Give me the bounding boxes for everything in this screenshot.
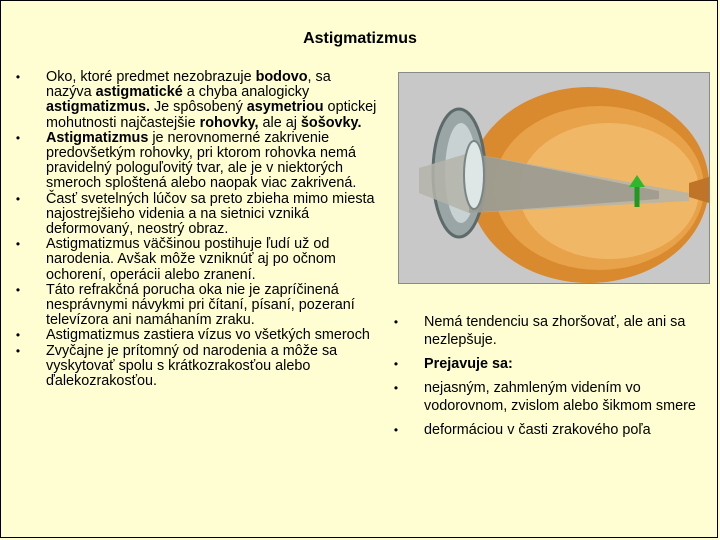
bullet-text-segment: ale aj <box>258 114 301 131</box>
bullet-text-segment: Oko, ktoré predmet nezobrazuje <box>46 69 256 85</box>
bullet-icon: • <box>393 357 399 371</box>
bullet-text-segment: Astigmatizmus <box>46 129 149 146</box>
bullet-icon: • <box>393 381 399 395</box>
bullet-text-segment: Je spôsobený <box>149 99 247 116</box>
bullet-item <box>386 421 706 439</box>
bullet-text-segment: bodovo <box>255 69 308 85</box>
bullet-text-segment: rohovky, <box>199 114 259 131</box>
eye-cross-section-illustration <box>399 73 709 283</box>
bullet-text-segment: je nerovnomerné zakrivenie predovšetkým rohovky, pri ktorom rohovka nemá pravidelný pologuľovitý tvar, ale je v niektorých smeroch sploštená alebo naopak viac zakrivená. <box>46 129 357 192</box>
bullet-text-segment: Astigmatizmus zastiera vízus vo všetkých smeroch <box>46 327 370 344</box>
bullet-icon: • <box>15 328 21 343</box>
bullet-icon: • <box>15 237 21 252</box>
bullet-item <box>8 328 378 343</box>
bullet-text: Nemá tendenciu sa zhoršovať, ale ani sa nezlepšuje. <box>424 314 686 348</box>
bullet-item <box>386 379 706 415</box>
bullet-text-segment: šošovky. <box>300 114 362 131</box>
bullet-icon: • <box>15 343 21 358</box>
bullet-text: Prejavuje sa: <box>424 356 513 372</box>
bullet-icon: • <box>15 282 21 297</box>
bullet-text-segment: a chyba analogicky <box>182 84 310 101</box>
bullet-text-segment: astigmatizmus. <box>46 99 150 116</box>
bullet-text-segment: Časť svetelných lúčov sa preto zbieha mimo miesta najostrejšieho videnia a na sietnici vzniká deformovaný, neostrý obraz. <box>46 190 375 238</box>
lens-cap <box>464 141 484 209</box>
bullet-item <box>8 237 378 283</box>
bullet-item <box>386 355 706 373</box>
bullet-item <box>8 283 378 329</box>
left-bullet-list <box>8 70 378 389</box>
bullet-item <box>8 192 378 238</box>
bullet-icon: • <box>15 191 21 206</box>
bullet-item <box>386 313 706 349</box>
bullet-text: deformáciou v časti zrakového poľa <box>424 422 651 438</box>
bullet-text-segment: optickej mohutnosti najčastejšie <box>46 99 377 131</box>
bullet-text-segment: Astigmatizmus väčšinou postihuje ľudí už od narodenia. Avšak môže vzniknúť aj po očnom ochorení, operácii alebo zranení. <box>46 236 336 283</box>
bullet-text-segment: Zvyčajne je prítomný od narodenia a môže sa vyskytovať spolu s krátkozrakosťou alebo ďalekozrakosťou. <box>46 342 338 390</box>
eye-astigmatism-figure <box>398 72 710 284</box>
bullet-icon: • <box>393 315 399 329</box>
bullet-text: nejasným, zahmleným videním vo vodorovnom, zvislom alebo šikmom smere <box>424 380 696 414</box>
page-title: Astigmatizmus <box>303 30 417 47</box>
bullet-icon: • <box>393 423 399 437</box>
bullet-icon: • <box>15 70 21 84</box>
bullet-item <box>8 70 378 131</box>
bullet-item <box>8 344 378 390</box>
bullet-text-segment: Táto refrakčná porucha oka nie je zapríčinená nesprávnymi návykmi pri čítaní, písaní, pozeraní televízora ani namáhaním zraku. <box>46 281 355 329</box>
bullet-icon: • <box>15 130 21 145</box>
bullet-item <box>8 131 378 192</box>
bullet-text-segment: asymetriou <box>246 99 324 116</box>
bullet-text-segment: , sa nazýva <box>46 69 331 101</box>
bullet-text-segment: astigmatické <box>95 84 183 101</box>
right-bullet-list <box>386 313 706 439</box>
